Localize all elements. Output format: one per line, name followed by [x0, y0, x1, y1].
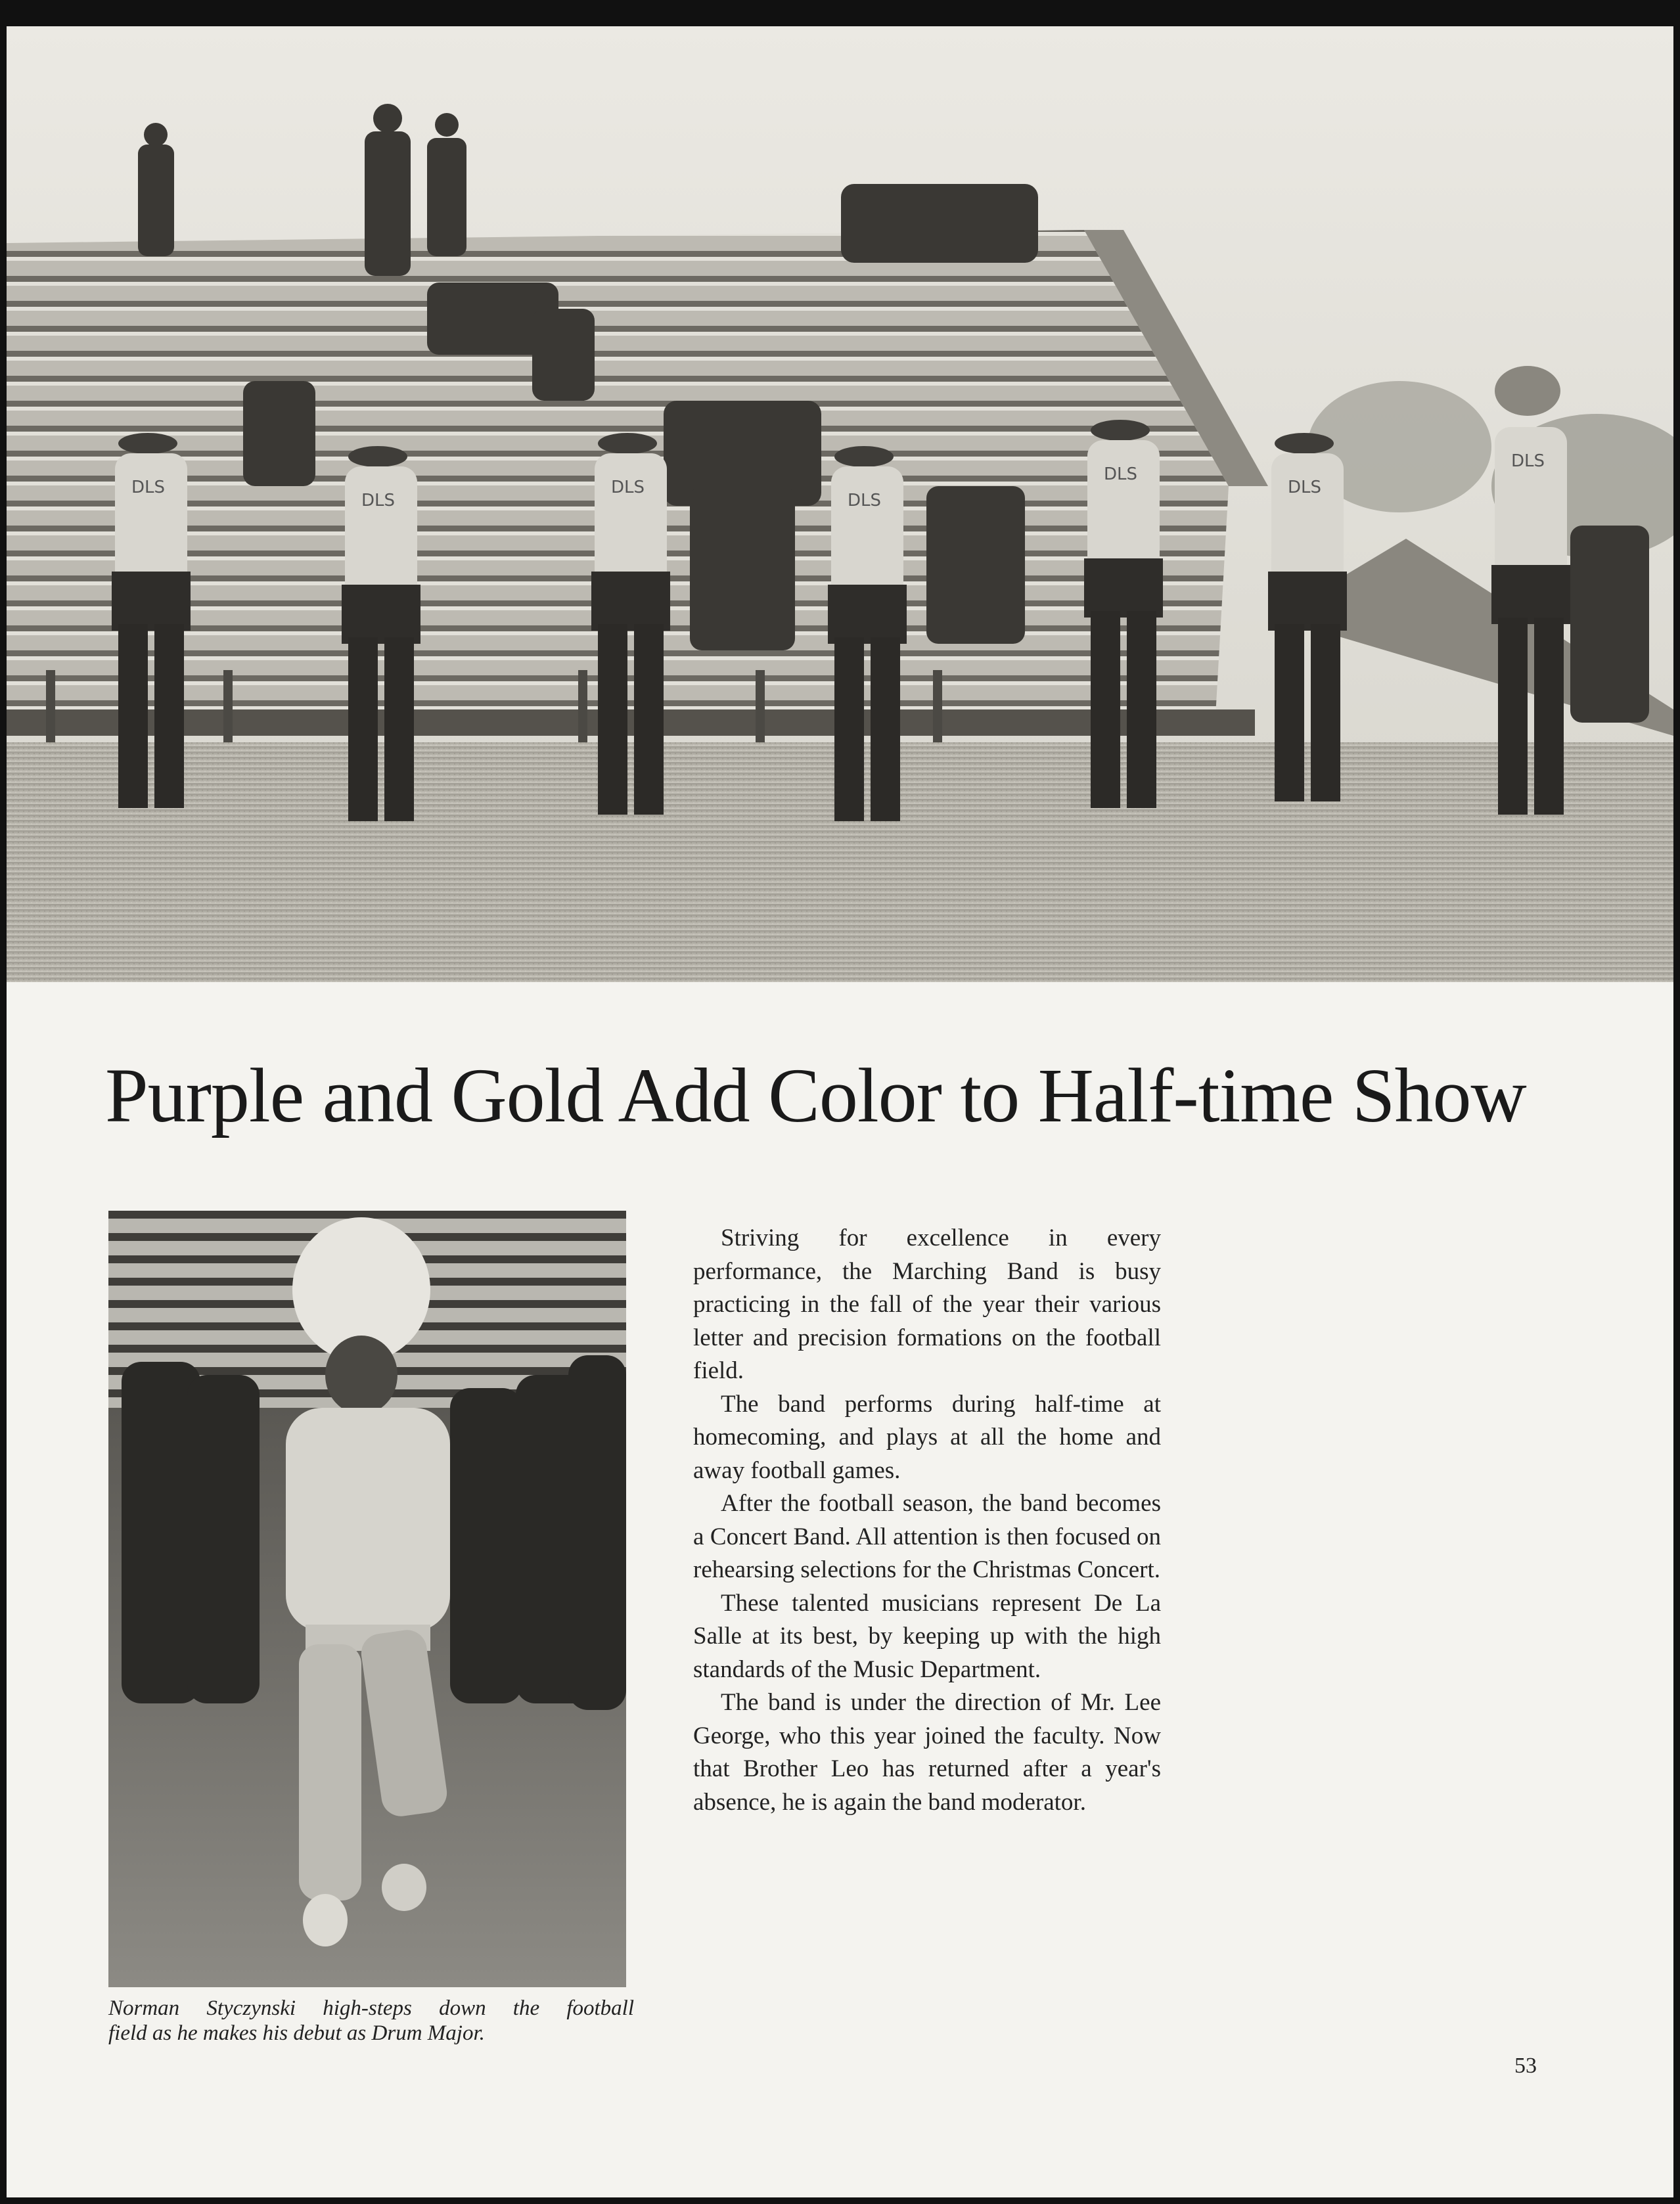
body-paragraph: The band is under the direction of Mr. Lee George, who this year joined the faculty. Now that Brother Leo has returned after a year's absence, he is again the band moderator. — [693, 1689, 1161, 1816]
svg-text:DLS: DLS — [1104, 464, 1138, 484]
drum-major-photo-image — [108, 1211, 626, 1987]
marching-band-photo-image — [7, 26, 1673, 982]
drum-major-photo — [108, 1211, 626, 1987]
body-paragraph: These talented musicians represent De La Salle at its best, by keeping up with the high standards of the Music Department. — [693, 1589, 1161, 1683]
page-headline: Purple and Gold Add Color to Half-time Show — [105, 1052, 1526, 1138]
marching-band-photo — [7, 26, 1673, 982]
svg-text:DLS: DLS — [611, 478, 645, 497]
svg-text:DLS: DLS — [848, 491, 882, 510]
svg-text:DLS: DLS — [1511, 451, 1545, 471]
body-paragraph: After the football season, the band becomes a Concert Band. All attention is then focused on rehearsing selections for the Christmas Concert. — [693, 1490, 1161, 1583]
photo-caption — [108, 1996, 634, 2046]
body-paragraph: Striving for excellence in every performance, the Marching Band is busy practicing in the fall of the year their various letter and precision formations on the football field. — [693, 1225, 1161, 1384]
svg-text:DLS: DLS — [131, 478, 166, 497]
page-number: 53 — [1514, 2054, 1537, 2078]
svg-text:DLS: DLS — [361, 491, 396, 510]
yearbook-page — [7, 26, 1673, 2197]
caption-line-1: Norman Styczynski high-steps down the football — [108, 1996, 634, 2020]
body-paragraph: The band performs during half-time at homecoming, and plays at all the home and away football games. — [693, 1390, 1161, 1484]
caption-line-2: field as he makes his debut as Drum Major. — [108, 2021, 485, 2045]
article-body — [693, 1222, 1161, 1819]
svg-text:DLS: DLS — [1288, 478, 1322, 497]
